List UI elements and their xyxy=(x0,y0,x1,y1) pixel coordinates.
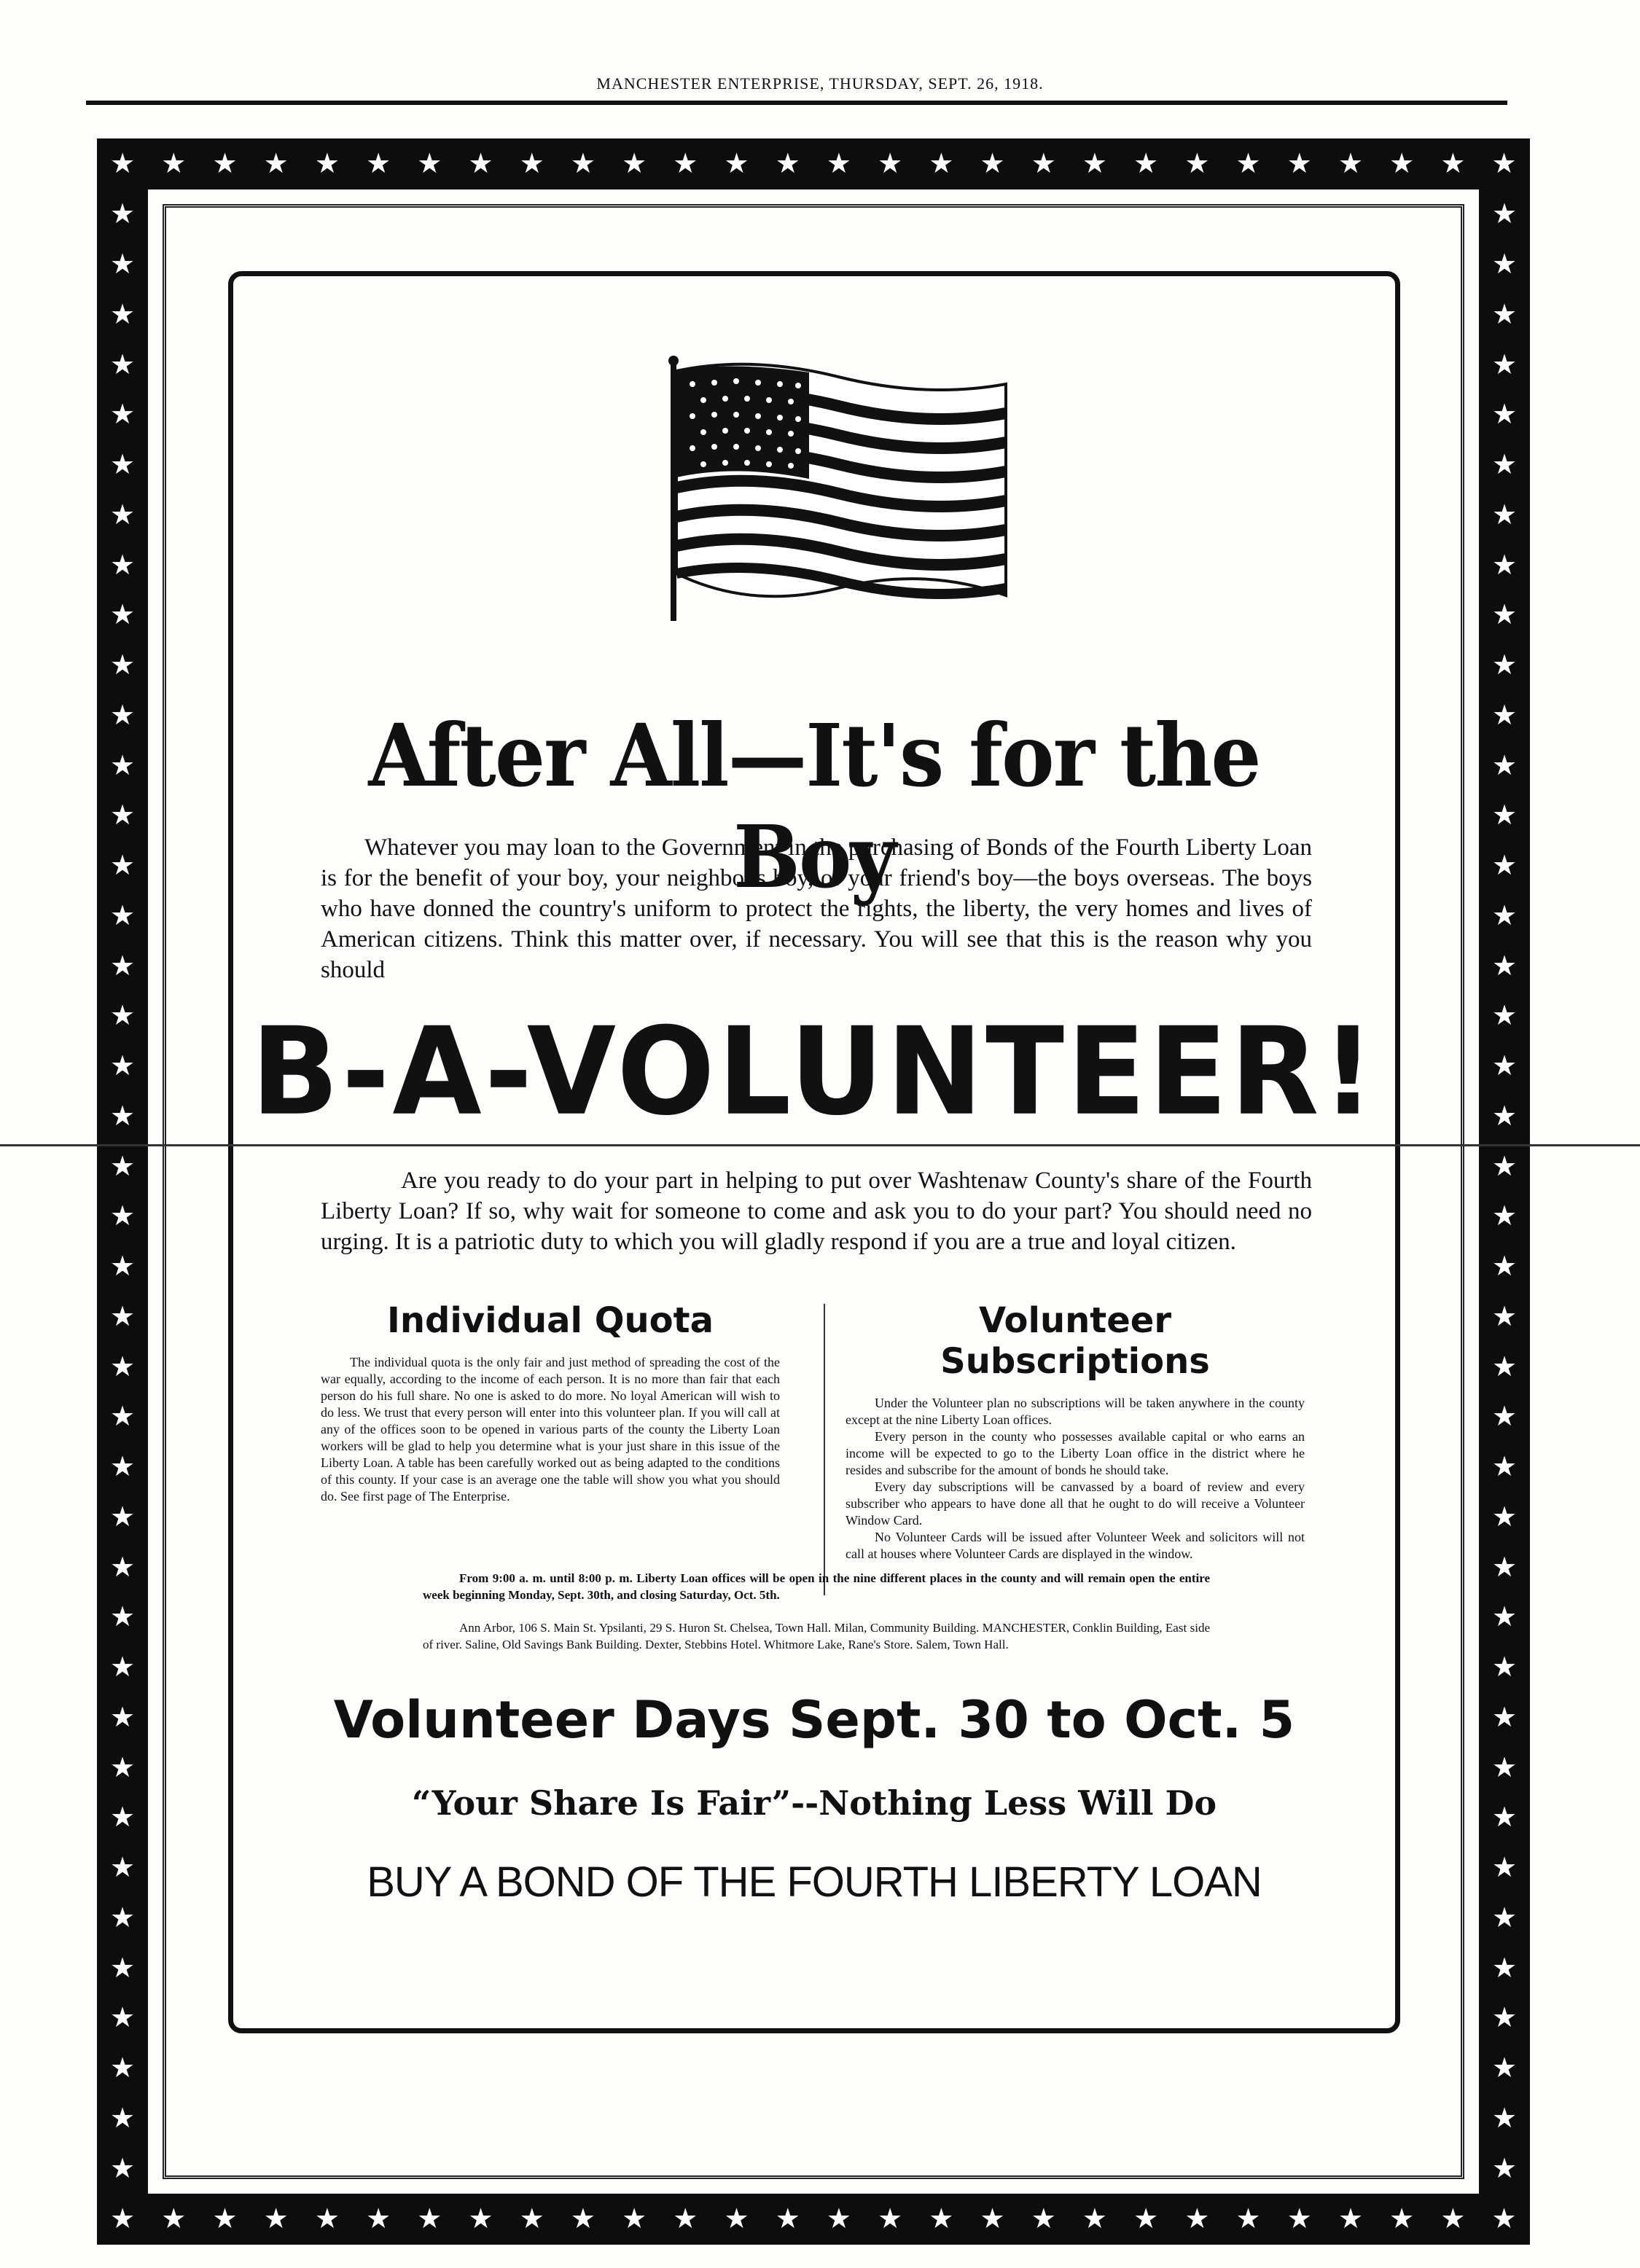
star-icon: ★ xyxy=(1491,1351,1518,1383)
volunteer-subscriptions-title: Volunteer Subscriptions xyxy=(940,1300,1210,1382)
star-icon: ★ xyxy=(1491,2103,1518,2134)
star-icon: ★ xyxy=(1184,149,1210,179)
star-icon: ★ xyxy=(109,399,136,431)
star-icon: ★ xyxy=(1184,2204,1210,2234)
star-icon: ★ xyxy=(1491,1752,1518,1783)
star-icon: ★ xyxy=(1491,950,1518,982)
star-icon: ★ xyxy=(109,1452,136,1483)
star-icon: ★ xyxy=(1491,1051,1518,1082)
star-icon: ★ xyxy=(109,499,136,531)
star-icon: ★ xyxy=(109,750,136,781)
star-icon: ★ xyxy=(1491,249,1518,281)
volunteer-subscriptions-paragraph: Every person in the county who possesses available capital or who earns an income will be expected to go to the Liberty Loan office in the district where he resides and subscribe for the amount of bonds he should take. xyxy=(846,1429,1305,1477)
star-icon: ★ xyxy=(109,650,136,681)
masthead: MANCHESTER ENTERPRISE, THURSDAY, SEPT. 26, 1918. xyxy=(596,74,1044,93)
star-icon: ★ xyxy=(1491,1151,1518,1182)
star-icon: ★ xyxy=(1491,299,1518,330)
star-icon: ★ xyxy=(109,1902,136,1933)
star-icon: ★ xyxy=(519,149,544,179)
volunteer-subscriptions-paragraph: Every day subscriptions will be canvassed by a board of review and every subscriber who appears to have done all that he ought to do will receive a Volunteer Window Card. xyxy=(846,1479,1305,1528)
star-icon: ★ xyxy=(109,550,136,581)
star-border-left xyxy=(97,189,148,2194)
star-icon: ★ xyxy=(109,1051,136,1082)
star-icon: ★ xyxy=(1491,1301,1518,1332)
star-icon: ★ xyxy=(110,149,136,179)
individual-quota-column xyxy=(321,1300,780,1505)
star-icon: ★ xyxy=(1491,1401,1518,1433)
star-icon: ★ xyxy=(929,149,954,179)
star-icon: ★ xyxy=(826,2204,851,2234)
star-icon: ★ xyxy=(263,149,289,179)
volunteer-banner: B-A-VOLUNTEER! xyxy=(251,1001,1378,1143)
star-icon: ★ xyxy=(109,249,136,281)
star-icon: ★ xyxy=(109,1151,136,1182)
star-icon: ★ xyxy=(1440,2204,1466,2234)
star-icon: ★ xyxy=(314,149,340,179)
star-icon: ★ xyxy=(1031,2204,1056,2234)
star-icon: ★ xyxy=(1491,1001,1518,1032)
star-icon: ★ xyxy=(1491,1952,1518,1984)
star-icon: ★ xyxy=(109,950,136,982)
star-icon: ★ xyxy=(109,2103,136,2134)
star-icon: ★ xyxy=(1389,149,1415,179)
star-icon: ★ xyxy=(1491,1201,1518,1232)
star-icon: ★ xyxy=(109,1853,136,1884)
star-icon: ★ xyxy=(1491,1251,1518,1283)
star-icon: ★ xyxy=(109,800,136,832)
star-icon: ★ xyxy=(109,299,136,330)
star-icon: ★ xyxy=(417,2204,442,2234)
star-icon: ★ xyxy=(826,149,851,179)
star-icon: ★ xyxy=(775,149,800,179)
star-icon: ★ xyxy=(110,2204,136,2234)
individual-quota-title: Individual Quota xyxy=(387,1300,714,1341)
star-icon: ★ xyxy=(109,1501,136,1533)
star-icon: ★ xyxy=(109,1702,136,1733)
star-icon: ★ xyxy=(1491,1802,1518,1834)
volunteer-subscriptions-paragraph: Under the Volunteer plan no subscriptions will be taken anywhere in the county except at the nine Liberty Loan offices. xyxy=(846,1396,1305,1427)
star-icon: ★ xyxy=(1491,450,1518,481)
star-icon: ★ xyxy=(673,149,698,179)
star-icon: ★ xyxy=(109,450,136,481)
star-icon: ★ xyxy=(1031,149,1056,179)
star-icon: ★ xyxy=(622,149,647,179)
star-icon: ★ xyxy=(366,149,391,179)
star-icon: ★ xyxy=(1491,1853,1518,1884)
star-icon: ★ xyxy=(1491,700,1518,731)
star-icon: ★ xyxy=(622,2204,647,2234)
individual-quota-body: The individual quota is the only fair and just method of spreading the cost of the war equally, according to the income of each person. It is no more than fair that each person do his full share. No one is asked to do more. No loyal American will wish to do less. We trust that every person will enter into this volunteer plan. If you will call at any of the offices soon to be opened in various parts of the county the Liberty Loan workers will be glad to help you determine what is your just share in this issue of the Liberty Loan. A table has been carefully worked out as being adapted to the conditions of this county. If your case is an average one the table will show you what you should do. See first page of The Enterprise. xyxy=(321,1355,780,1503)
star-icon: ★ xyxy=(1491,750,1518,781)
star-icon: ★ xyxy=(161,2204,187,2234)
star-icon: ★ xyxy=(1491,1652,1518,1684)
star-icon: ★ xyxy=(1286,2204,1312,2234)
star-icon: ★ xyxy=(878,149,903,179)
volunteer-days: Volunteer Days Sept. 30 to Oct. 5 xyxy=(333,1690,1295,1750)
star-icon: ★ xyxy=(1491,2003,1518,2034)
star-icon: ★ xyxy=(1491,1702,1518,1733)
star-icon: ★ xyxy=(1491,1602,1518,1633)
star-border-right xyxy=(1479,189,1530,2194)
star-icon: ★ xyxy=(109,1952,136,1984)
star-icon: ★ xyxy=(1491,2153,1518,2184)
star-icon: ★ xyxy=(109,2153,136,2184)
star-icon: ★ xyxy=(1491,399,1518,431)
star-icon: ★ xyxy=(1491,149,1517,179)
offices-list: Ann Arbor, 106 S. Main St. Ypsilanti, 29 S. Huron St. Chelsea, Town Hall. Milan, Community Building. MANCHESTER, Conklin Building, East side of river. Saline, Old Savings Bank Building. Dexter, Stebbins Hotel. Whitmore Lake, Rane's Store. Salem, Town Hall. xyxy=(423,1621,1210,1651)
star-icon: ★ xyxy=(109,1401,136,1433)
star-icon: ★ xyxy=(980,149,1005,179)
star-icon: ★ xyxy=(1235,149,1261,179)
star-icon: ★ xyxy=(1491,499,1518,531)
star-icon: ★ xyxy=(109,1301,136,1332)
star-icon: ★ xyxy=(109,2003,136,2034)
star-icon: ★ xyxy=(468,149,493,179)
star-icon: ★ xyxy=(519,2204,544,2234)
share-slogan: “Your Share Is Fair”--Nothing Less Will Do xyxy=(411,1783,1217,1823)
star-icon: ★ xyxy=(1491,349,1518,380)
star-icon: ★ xyxy=(109,1351,136,1383)
star-icon: ★ xyxy=(1286,149,1312,179)
star-icon: ★ xyxy=(724,149,749,179)
star-icon: ★ xyxy=(212,149,238,179)
star-icon: ★ xyxy=(109,1201,136,1232)
column-divider xyxy=(824,1304,825,1595)
star-icon: ★ xyxy=(1082,2204,1107,2234)
volunteer-subscriptions-paragraph: No Volunteer Cards will be issued after Volunteer Week and solicitors will not call at houses where Volunteer Cards are displayed in the window. xyxy=(846,1530,1305,1561)
star-icon: ★ xyxy=(109,1652,136,1684)
star-icon: ★ xyxy=(1491,1452,1518,1483)
star-icon: ★ xyxy=(1491,1501,1518,1533)
star-icon: ★ xyxy=(1491,550,1518,581)
star-border-bottom xyxy=(97,2194,1530,2245)
star-icon: ★ xyxy=(109,700,136,731)
star-icon: ★ xyxy=(109,1251,136,1283)
star-icon: ★ xyxy=(878,2204,903,2234)
star-icon: ★ xyxy=(1491,650,1518,681)
volunteer-subscriptions-column xyxy=(846,1300,1305,1563)
star-icon: ★ xyxy=(570,2204,596,2234)
star-icon: ★ xyxy=(1491,199,1518,230)
star-icon: ★ xyxy=(1133,149,1159,179)
star-icon: ★ xyxy=(212,2204,238,2234)
star-icon: ★ xyxy=(570,149,596,179)
star-icon: ★ xyxy=(1491,600,1518,631)
star-icon: ★ xyxy=(109,199,136,230)
star-icon: ★ xyxy=(673,2204,698,2234)
star-icon: ★ xyxy=(1491,2053,1518,2084)
star-icon: ★ xyxy=(929,2204,954,2234)
star-icon: ★ xyxy=(109,1100,136,1132)
star-icon: ★ xyxy=(1082,149,1107,179)
star-icon: ★ xyxy=(366,2204,391,2234)
hours-notice: From 9:00 a. m. until 8:00 p. m. Liberty Loan offices will be open in the nine different places in the county and will remain open the entire week beginning Monday, Sept. 30th, and closing Saturday, Oct. 5th. xyxy=(423,1571,1210,1602)
star-icon: ★ xyxy=(109,900,136,931)
star-icon: ★ xyxy=(417,149,442,179)
star-icon: ★ xyxy=(109,1552,136,1583)
star-icon: ★ xyxy=(468,2204,493,2234)
page-fold-line xyxy=(0,1144,1640,1146)
star-icon: ★ xyxy=(1491,2204,1517,2234)
star-icon: ★ xyxy=(1440,149,1466,179)
star-icon: ★ xyxy=(1389,2204,1415,2234)
star-icon: ★ xyxy=(1491,850,1518,882)
star-icon: ★ xyxy=(161,149,187,179)
star-icon: ★ xyxy=(980,2204,1005,2234)
ad-box xyxy=(228,271,1400,2033)
american-flag-icon xyxy=(663,355,1013,625)
intro-paragraph: Whatever you may loan to the Government in the purchasing of Bonds of the Fourth Liberty Loan is for the benefit of your boy, your neighbor's boy, or your friend's boy—the boys overseas. The boys who have donned the country's uniform to protect the rights, the liberty, the very homes and lives of American citizens. Think this matter over, if necessary. You will see that this is the reason why you should xyxy=(321,834,1312,983)
star-icon: ★ xyxy=(1491,1100,1518,1132)
buy-slogan: BUY A BOND OF THE FOURTH LIBERTY LOAN xyxy=(367,1858,1262,1906)
star-icon: ★ xyxy=(109,1752,136,1783)
call-paragraph: Are you ready to do your part in helping to put over Washtenaw County's share of the Fourth Liberty Loan? If so, why wait for someone to come and ask you to do your part? You should need no urging. It is a patriotic duty to which you will gladly respond if you are a true and loyal citizen. xyxy=(321,1168,1312,1255)
star-border-top xyxy=(97,138,1530,189)
star-icon: ★ xyxy=(109,349,136,380)
star-icon: ★ xyxy=(109,600,136,631)
star-icon: ★ xyxy=(109,1802,136,1834)
star-icon: ★ xyxy=(314,2204,340,2234)
star-icon: ★ xyxy=(109,1001,136,1032)
star-icon: ★ xyxy=(1491,800,1518,832)
star-icon: ★ xyxy=(1133,2204,1159,2234)
star-icon: ★ xyxy=(263,2204,289,2234)
star-icon: ★ xyxy=(724,2204,749,2234)
star-icon: ★ xyxy=(775,2204,800,2234)
star-icon: ★ xyxy=(1491,1902,1518,1933)
star-icon: ★ xyxy=(109,850,136,882)
star-icon: ★ xyxy=(109,1602,136,1633)
star-icon: ★ xyxy=(1235,2204,1261,2234)
headline: After All—It's for the Boy xyxy=(368,705,1260,907)
star-icon: ★ xyxy=(1491,1552,1518,1583)
star-icon: ★ xyxy=(1338,149,1364,179)
star-icon: ★ xyxy=(1491,900,1518,931)
masthead-rule xyxy=(86,101,1507,105)
star-icon: ★ xyxy=(1338,2204,1364,2234)
star-icon: ★ xyxy=(109,2053,136,2084)
